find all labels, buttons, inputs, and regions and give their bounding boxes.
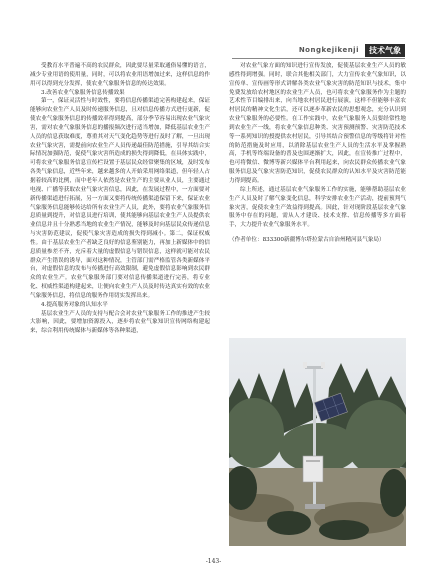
body-paragraph: 第一，保证灵活性与时效性，要将信息传播渠道完善构建起来，保证能够向农业生产人员及时传递服务信息，且对信息传播方式进行更新，促使农业气象服务信息的传播效率得到提高，部分季节容易出现农业气象灾害，需对农业气象服务信息的播报频次进行适当增加，降低基层农业生产人员的信息获取难度，尊重其对天气变化趋势等进行及时了解，一旦出现农业气象灾害，需提前向农业生产人员传递最佳防范措施，引导其结合实际情况加强防范，促使气象灾害所造成的损失得到降低，在具体实践中，可将农业气象服务信息宣传栏设置于基层民众经常聚集的区域，及时发布各类气象信息，近些年来，越来越多的人开始采用网络渠道，但年轻人占据着较高的比例，而中老年人依然是农业生产的主要从业人员，主要通过电视、广播等获取农业气象灾害信息，因此，在发展过程中，一方面要对新传播渠道进行拓展，另一方面又要将传统传播渠道保留下来，保证农业气象服务信息能够传达给所有农业生产人员，此外，要将农业气象服务信息质量到提升，对信息员进行培训，使其能够向基层农业生产人员提供农业信息并且十分熟悉当地的农业生产情况，能够及时向基层民众传递信息与灾害防范建议，促使气象灾害造成的损失得到减小。第二，保证权威性。由于基层农业生产者缺乏良好的信息鉴别能力，再加上新媒体中的信息质量参差不齐，充斥着大量的虚假信息与错误信息，这样就可能对农民群众产生错误的诱导，面对这种情况，主管部门需严格监管各类新媒体平台，对虚假信息的发布与传播进行高效限制，避免虚假信息影响到农民群众的农业生产。农业气象服务部门要对信息传播渠道进行完善，将专业化、权威性渠道构建起来，让便向农业生产人员及时传达真实有效的农业气象服务信息，将信息的服务作用切实发挥出来。 <box>30 98 210 299</box>
section-title: 技术气象 <box>365 44 405 57</box>
page-number: -143- <box>205 558 222 565</box>
weather-station-photo <box>229 338 406 546</box>
body-paragraph: 综上所述，通过基层农业气象服务工作的实施，能够帮助基层农业生产人员及时了解气象变化信息，科学安排农业生产活动，提前预判气象灾害，促使农业生产效益得到提高。因此，针对现阶段基层农业气象服务中存在的问题，需从人才建设、技术支撑、信息传播等多方面着手，大力提升农业气象服务水平。 <box>229 186 406 229</box>
body-paragraph: 受教育水平普遍不高的农民群众，因此要尽量采取通俗易懂的语言，减少专业用语的使用量，同时，可以将农业用语增加过来，这样信息的作用可以得到充分发挥，使农业气象服务信息的传达效果。 <box>30 63 210 87</box>
header-rule <box>232 58 405 59</box>
journal-header-label <box>299 44 405 56</box>
body-paragraph: 基层农业生产人员的支持与配合会对农业气象服务工作的推进产生较大影响，因此，要增加资源投入，逐步将农业气象知识宣传网络构建起来，综合利用传统媒体与新媒体等各种渠道， <box>30 310 210 335</box>
page-header <box>0 0 427 58</box>
left-column <box>30 62 210 542</box>
journal-latin-name: Nongkejikenji <box>298 46 359 54</box>
right-column <box>229 62 406 332</box>
section-heading: 3.改善农业气象服务信息传播效果 <box>41 89 125 96</box>
body-paragraph: 对农业气象方面的知识进行宣传发放，促使基层农业生产人员的敏感性得到增强。同时，联合其他相关部门，大力宣传农业气象知识，以宣传单、宣传画等形式讲解各类农业气象灾害的防范知识与技术，集中免费发放给农村地区的农业生产人员，也可将农业气象服务作为主题的艺术性节目编排出来，向当地农村居民进行展演，这样不但能够丰富农村居民的精神文化生活，还可以逐步革新农民的思想观念，充分认识到农业气象服务的必要性。在工作实践中，农业气象服务人员要经常性地到农业生产一线，将农业气象信息种类、灾害预测预警、灾害防范技术等一系列知识的授提供农村居民，引导其结合预警信息的等级将针对性的防范措施及时应用，以消除基层农业生产人员的生活水平及掌握熟高，手机等终端设备的普及也围逐渐扩大，因此，在宣传推广过程中，也可将微信、微博等新兴媒体平台利用起来，向农民群众传播农业气象服务信息及气象灾害防范知识，促使农民群众的认知水平及灾害防范能力得到提高。 <box>229 63 406 184</box>
section-heading: 4.提高服务对象的认知水平 <box>41 301 108 308</box>
author-affiliation: （作者单位：833300新疆博尔塔拉蒙古自治州精河县气象局） <box>229 237 385 244</box>
